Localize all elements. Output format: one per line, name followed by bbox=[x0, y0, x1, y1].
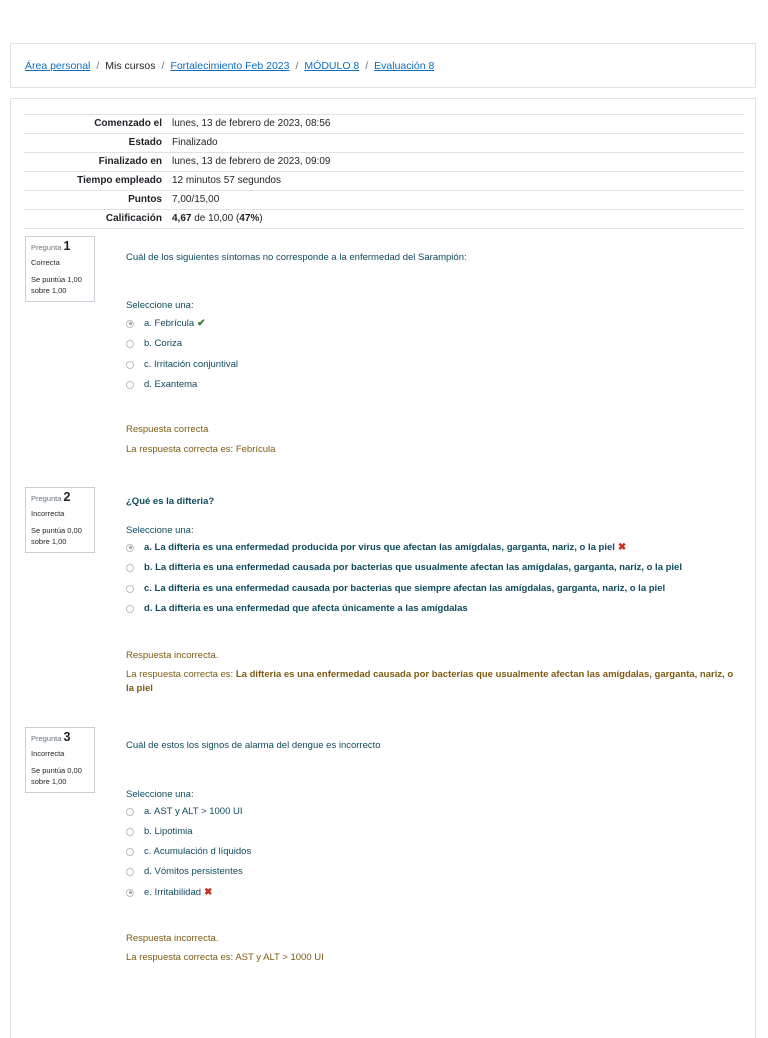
radio-button[interactable] bbox=[126, 808, 134, 816]
summary-value: 12 minutos 57 segundos bbox=[172, 175, 281, 186]
option-label: b. Lipotimia bbox=[144, 826, 193, 837]
answer-option[interactable] bbox=[126, 318, 206, 329]
option-label: d. Exantema bbox=[144, 379, 198, 390]
answer-option[interactable] bbox=[126, 806, 243, 817]
radio-button[interactable] bbox=[126, 889, 134, 897]
breadcrumb-course[interactable]: Fortalecimiento Feb 2023 bbox=[170, 60, 290, 72]
check-icon: ✔ bbox=[197, 318, 206, 329]
right-answer-prefix: La respuesta correcta es: bbox=[126, 444, 236, 455]
option-label: d. La difteria es una enfermedad que afecta únicamente a las amígdalas bbox=[144, 603, 468, 614]
summary-label: Puntos bbox=[128, 194, 162, 205]
attempt-summary-table bbox=[24, 114, 744, 229]
summary-row bbox=[24, 172, 744, 191]
feedback-text: Respuesta correcta bbox=[126, 424, 209, 435]
option-label: c. La difteria es una enfermedad causada por bacterias que siempre afectan las amígdalas, garganta, nariz, o la piel bbox=[144, 583, 666, 594]
answer-option[interactable] bbox=[126, 887, 212, 898]
option-label: c. Irritación conjuntival bbox=[144, 359, 238, 370]
cross-icon: ✖ bbox=[617, 542, 627, 553]
question-state: Incorrecta bbox=[31, 509, 65, 518]
answer-option[interactable] bbox=[126, 379, 197, 390]
radio-button[interactable] bbox=[126, 340, 134, 348]
answer-option[interactable] bbox=[126, 603, 468, 614]
select-one-label: Seleccione una: bbox=[126, 300, 194, 311]
summary-row bbox=[24, 115, 744, 134]
right-answer-prefix: La respuesta correcta es: bbox=[126, 952, 236, 963]
question-grade: Se puntúa 1,00 sobre 1,00 bbox=[31, 275, 82, 295]
question-info-1 bbox=[25, 236, 95, 302]
question-number: 2 bbox=[63, 490, 71, 504]
radio-button[interactable] bbox=[126, 605, 134, 613]
option-label: e. Irritabilidad bbox=[144, 887, 202, 898]
answer-option[interactable] bbox=[126, 583, 665, 594]
question-number: 3 bbox=[63, 730, 71, 744]
question-grade: Se puntúa 0,00 sobre 1,00 bbox=[31, 526, 82, 546]
right-answer-value: Febrícula bbox=[235, 444, 276, 455]
radio-button[interactable] bbox=[126, 564, 134, 572]
cross-icon: ✖ bbox=[204, 887, 213, 898]
summary-row bbox=[24, 153, 744, 172]
radio-button[interactable] bbox=[126, 868, 134, 876]
question-text: Cuál de los siguientes síntomas no corresponde a la enfermedad del Sarampión: bbox=[126, 252, 467, 263]
right-answer-prefix: La respuesta correcta es: bbox=[126, 669, 236, 680]
answer-option[interactable] bbox=[126, 542, 626, 553]
feedback-text: Respuesta incorrecta. bbox=[126, 933, 219, 944]
breadcrumb-mis-cursos: Mis cursos bbox=[105, 60, 156, 72]
breadcrumb-area-personal[interactable]: Área personal bbox=[25, 60, 91, 72]
right-answer bbox=[126, 668, 736, 696]
summary-row bbox=[24, 134, 744, 153]
summary-label: Finalizado en bbox=[98, 156, 162, 167]
question-state: Correcta bbox=[31, 258, 60, 267]
option-label: a. AST y ALT > 1000 UI bbox=[144, 806, 243, 817]
radio-button[interactable] bbox=[126, 361, 134, 369]
summary-value: Finalizado bbox=[172, 137, 218, 148]
breadcrumb-separator: / bbox=[161, 60, 165, 72]
summary-label: Estado bbox=[128, 137, 162, 148]
feedback-text: Respuesta incorrecta. bbox=[126, 650, 219, 661]
answer-option[interactable] bbox=[126, 826, 193, 837]
option-label: a. La difteria es una enfermedad producida por virus que afectan las amígdalas, garganta, nariz, o la piel bbox=[144, 542, 615, 553]
grade-close: ) bbox=[259, 213, 263, 224]
breadcrumb-separator: / bbox=[295, 60, 299, 72]
option-label: c. Acumulación d líquidos bbox=[144, 846, 252, 857]
breadcrumb-module[interactable]: MÓDULO 8 bbox=[304, 60, 360, 72]
question-label: Pregunta bbox=[31, 734, 62, 743]
breadcrumb bbox=[10, 43, 756, 88]
breadcrumb-separator: / bbox=[365, 60, 369, 72]
summary-value: lunes, 13 de febrero de 2023, 09:09 bbox=[172, 156, 331, 167]
option-label: b. Coriza bbox=[144, 338, 183, 349]
radio-button[interactable] bbox=[126, 381, 134, 389]
summary-label: Calificación bbox=[105, 213, 162, 224]
radio-button[interactable] bbox=[126, 828, 134, 836]
question-info-2 bbox=[25, 487, 95, 553]
right-answer bbox=[126, 952, 324, 963]
summary-label: Comenzado el bbox=[94, 118, 162, 129]
summary-row bbox=[24, 210, 744, 229]
radio-button[interactable] bbox=[126, 544, 134, 552]
right-answer-value: AST y ALT > 1000 UI bbox=[235, 952, 324, 963]
radio-button[interactable] bbox=[126, 848, 134, 856]
question-label: Pregunta bbox=[31, 243, 62, 252]
question-grade: Se puntúa 0,00 sobre 1,00 bbox=[31, 766, 82, 786]
right-answer-value: La difteria es una enfermedad causada por bacterias que usualmente afectan las amígdalas, garganta, nariz, o la piel bbox=[126, 669, 734, 694]
question-state: Incorrecta bbox=[31, 749, 65, 758]
select-one-label: Seleccione una: bbox=[126, 789, 194, 800]
answer-option[interactable] bbox=[126, 866, 243, 877]
answer-option[interactable] bbox=[126, 562, 682, 573]
radio-button[interactable] bbox=[126, 320, 134, 328]
question-label: Pregunta bbox=[31, 494, 62, 503]
radio-button[interactable] bbox=[126, 585, 134, 593]
breadcrumb-quiz[interactable]: Evaluación 8 bbox=[374, 60, 435, 72]
breadcrumb-separator: / bbox=[96, 60, 100, 72]
grade-out-of: de 10,00 ( bbox=[191, 213, 240, 224]
question-text: Cuál de estos los signos de alarma del dengue es incorrecto bbox=[126, 740, 381, 751]
summary-grade bbox=[166, 210, 744, 229]
select-one-label: Seleccione una: bbox=[126, 525, 194, 536]
option-label: a. Febrícula bbox=[144, 318, 195, 329]
question-info-3 bbox=[25, 727, 95, 793]
grade-percent: 47% bbox=[239, 213, 260, 224]
question-text: ¿Qué es la difteria? bbox=[126, 496, 215, 507]
answer-option[interactable] bbox=[126, 846, 251, 857]
answer-option[interactable] bbox=[126, 338, 182, 349]
summary-value: lunes, 13 de febrero de 2023, 08:56 bbox=[172, 118, 331, 129]
answer-option[interactable] bbox=[126, 359, 238, 370]
summary-label: Tiempo empleado bbox=[77, 175, 162, 186]
grade-score: 4,67 bbox=[172, 213, 192, 224]
option-label: d. Vómitos persistentes bbox=[144, 866, 243, 877]
right-answer bbox=[126, 444, 275, 455]
option-label: b. La difteria es una enfermedad causada por bacterias que usualmente afectan las amígdalas, garganta, nariz, o la piel bbox=[144, 562, 682, 573]
summary-row bbox=[24, 191, 744, 210]
question-number: 1 bbox=[63, 239, 71, 253]
summary-value: 7,00/15,00 bbox=[172, 194, 220, 205]
